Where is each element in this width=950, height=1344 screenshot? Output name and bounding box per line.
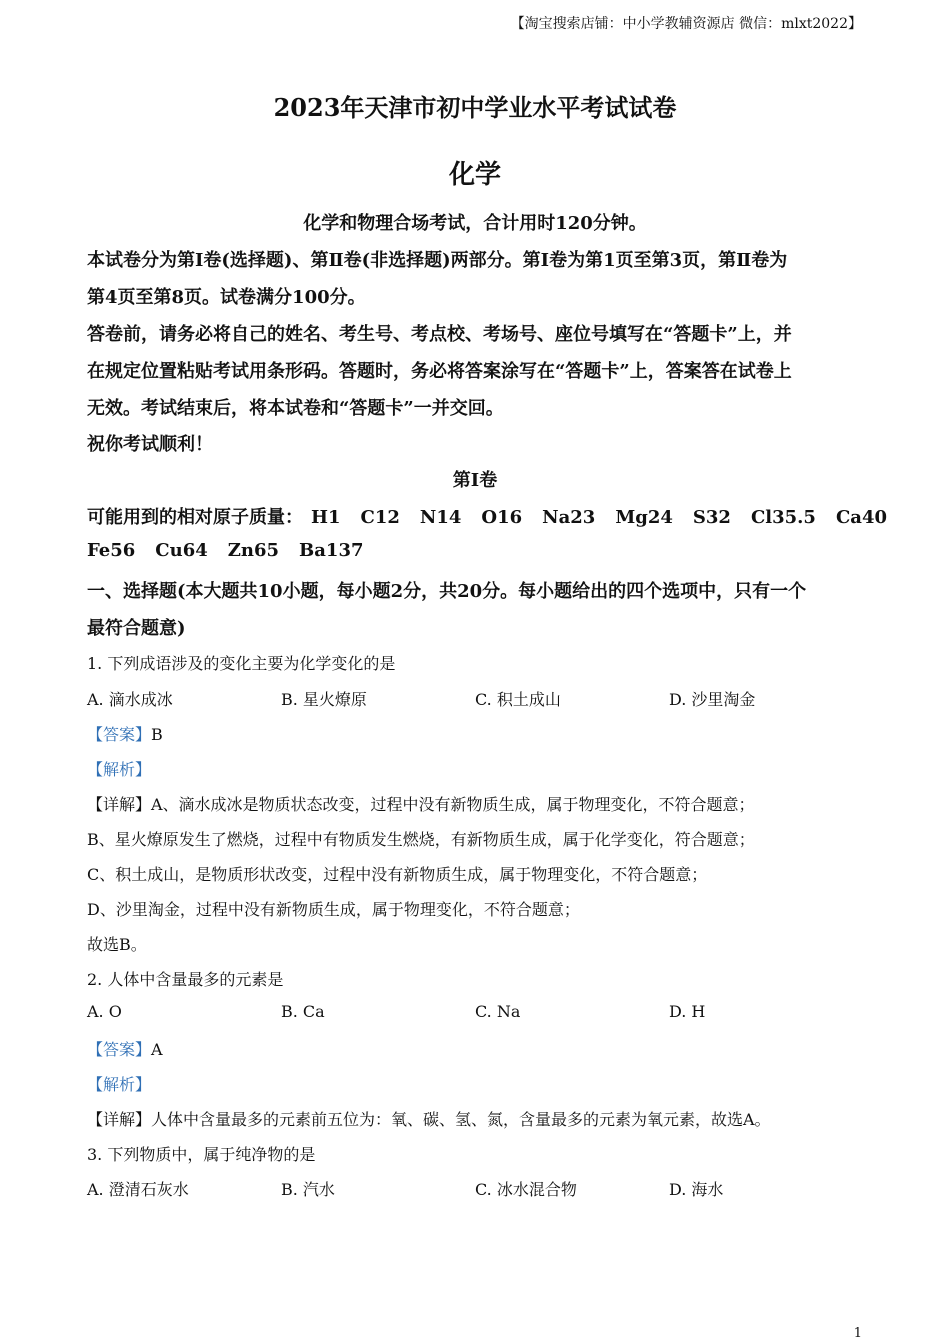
question-1-option-b: B. 星火燎原 — [281, 690, 367, 709]
question-2-answer — [87, 1037, 163, 1060]
atomic-mass-row2 — [87, 540, 384, 561]
question-1-answer — [87, 722, 163, 745]
question-2-option-d: D. H — [669, 1002, 706, 1021]
atomic-mass-item: Ca40 — [835, 507, 888, 528]
answer-value: A — [151, 1040, 163, 1059]
instruction-line: 第4页至第8页。试卷满分100分。 — [87, 287, 366, 308]
question-1-detail: D、沙里淘金，过程中没有新物质生成，属于物理变化，不符合题意； — [87, 900, 580, 919]
atomic-mass-item: Na23 — [542, 507, 596, 528]
question-1-option-a: A. 滴水成冰 — [87, 690, 173, 709]
atomic-mass-label: 可能用到的相对原子质量： — [87, 507, 303, 528]
atomic-mass-item: O16 — [481, 507, 523, 528]
page-number: 1 — [853, 1326, 862, 1341]
question-3-option-d: D. 海水 — [669, 1180, 724, 1199]
section-heading: 一、选择题(本大题共10小题，每小题2分，共20分。每小题给出的四个选项中，只有一个 — [87, 581, 807, 602]
atomic-mass-item: Ba137 — [299, 540, 364, 561]
atomic-mass-item: Mg24 — [615, 507, 673, 528]
question-2-option-b: B. Ca — [281, 1002, 325, 1021]
question-2-option-c: C. Na — [475, 1002, 521, 1021]
answer-label: 【答案】 — [87, 1040, 152, 1059]
question-1-detail: C、积土成山，是物质形状改变，过程中没有新物质生成，属于物理变化，不符合题意； — [87, 865, 708, 884]
question-1-detail: B、星火燎原发生了燃烧，过程中有物质发生燃烧，有新物质生成，属于化学变化，符合题意； — [87, 830, 755, 849]
atomic-mass-item: N14 — [419, 507, 462, 528]
subject-title: 化学 — [448, 160, 501, 190]
exam-title: 2023年天津市初中学业水平考试试卷 — [273, 93, 677, 122]
question-2-option-a: A. O — [87, 1002, 122, 1021]
atomic-mass-item: C12 — [360, 507, 400, 528]
atomic-mass-item: Cu64 — [155, 540, 208, 561]
good-luck-line: 祝你考试顺利！ — [87, 434, 213, 455]
part-title: 第Ⅰ卷 — [452, 470, 498, 491]
question-1-option-d: D. 沙里淘金 — [669, 690, 756, 709]
instruction-line: 无效。考试结束后，将本试卷和“答题卡”一并交回。 — [87, 398, 504, 419]
question-3-option-c: C. 冰水混合物 — [475, 1180, 577, 1199]
atomic-mass-row1 — [87, 503, 907, 529]
instruction-line: 本试卷分为第Ⅰ卷(选择题)、第Ⅱ卷(非选择题)两部分。第Ⅰ卷为第1页至第3页，第Ⅱ卷为 — [87, 250, 788, 271]
question-2-stem: 2. 人体中含量最多的元素是 — [87, 970, 284, 989]
question-3-option-a: A. 澄清石灰水 — [87, 1180, 189, 1199]
atomic-mass-item: Fe56 — [87, 540, 136, 561]
atomic-mass-item: S32 — [692, 507, 731, 528]
atomic-mass-item: Cl35.5 — [750, 507, 816, 528]
instruction-line: 在规定位置粘贴考试用条形码。答题时，务必将答案涂写在“答题卡”上，答案答在试卷上 — [87, 361, 792, 382]
question-1-option-c: C. 积土成山 — [475, 690, 561, 709]
question-1-stem: 1. 下列成语涉及的变化主要为化学变化的是 — [87, 654, 396, 673]
atomic-mass-item: H1 — [311, 507, 341, 528]
instruction-line: 答卷前，请务必将自己的姓名、考生号、考点校、考场号、座位号填写在“答题卡”上，并 — [87, 324, 792, 345]
question-1-analysis-label: 【解析】 — [87, 760, 152, 779]
question-2-analysis-label: 【解析】 — [87, 1075, 152, 1094]
shop-header-note: 【淘宝搜索店铺：中小学教辅资源店 微信：mlxt2022】 — [510, 16, 862, 32]
section-heading: 最符合题意) — [87, 618, 186, 639]
atomic-mass-item: Zn65 — [227, 540, 280, 561]
question-1-detail: 【详解】A、滴水成冰是物质状态改变，过程中没有新物质生成，属于物理变化，不符合题意； — [87, 795, 755, 814]
question-1-conclusion: 故选B。 — [87, 935, 147, 954]
question-3-option-b: B. 汽水 — [281, 1180, 335, 1199]
question-2-detail: 【详解】人体中含量最多的元素前五位为：氧、碳、氢、氮，含量最多的元素为氧元素，故选A。 — [87, 1110, 771, 1129]
question-3-stem: 3. 下列物质中，属于纯净物的是 — [87, 1145, 316, 1164]
answer-label: 【答案】 — [87, 725, 152, 744]
exam-info: 化学和物理合场考试，合计用时120分钟。 — [303, 213, 647, 234]
answer-value: B — [151, 725, 163, 744]
